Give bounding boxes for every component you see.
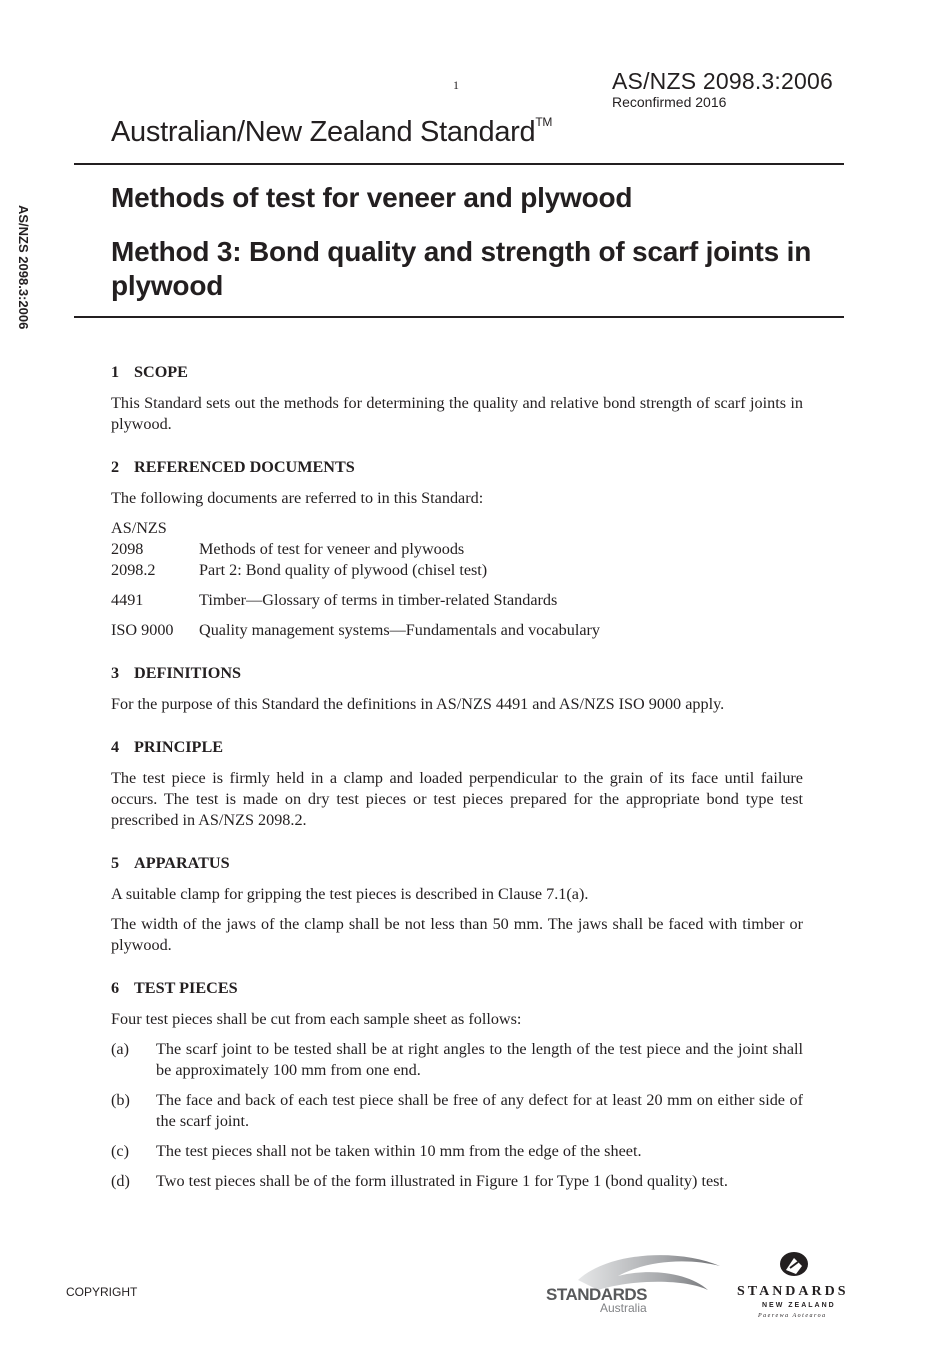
standards-new-zealand-logo — [732, 1248, 858, 1320]
section-number: 6 — [111, 979, 120, 997]
section-title: SCOPE — [134, 363, 188, 381]
list-item-label: (c) — [111, 1142, 129, 1160]
principle-text: The test piece is firmly held in a clamp and loaded perpendicular to the grain of its face until failure occurs. The test is made on dry test pieces or test pieces prepared for the appropriate bond type test prescribed in AS/NZS 2098.2. — [111, 769, 803, 829]
reconfirmed-label: Reconfirmed 2016 — [612, 94, 727, 110]
reference-title: Methods of test for veneer and plywoods — [199, 540, 465, 558]
reference-code: 2098 — [111, 540, 144, 558]
document-subtitle: Method 3: Bond quality and strength of scarf joints in plywood — [111, 236, 812, 301]
definitions-text: For the purpose of this Standard the definitions in AS/NZS 4491 and AS/NZS ISO 9000 apply. — [111, 695, 725, 713]
list-item-label: (a) — [111, 1040, 129, 1058]
nz-logo-word2: NEW ZEALAND — [762, 1302, 836, 1309]
series-title-text: Australian/New Zealand Standard — [111, 116, 536, 148]
document-body — [111, 362, 803, 1201]
section-heading-test-pieces — [111, 978, 803, 999]
fern-mark-icon — [780, 1252, 808, 1276]
list-item-text: The scarf joint to be tested shall be at right angles to the length of the test piece and the joint shall be approximately 100 mm from one end. — [156, 1040, 803, 1079]
list-item — [111, 1090, 803, 1132]
reference-code: 4491 — [111, 591, 144, 609]
reference-row — [111, 590, 803, 611]
section-heading-definitions — [111, 663, 803, 684]
section-heading-scope — [111, 362, 803, 383]
reference-row — [111, 560, 803, 581]
list-item — [111, 1141, 803, 1162]
list-item-text: The face and back of each test piece shall be free of any defect for at least 20 mm on either side of the scarf joint. — [156, 1091, 803, 1130]
trademark-mark: TM — [535, 115, 553, 130]
reference-row — [111, 620, 803, 641]
test-pieces-intro: Four test pieces shall be cut from each sample sheet as follows: — [111, 1010, 522, 1028]
list-item — [111, 1039, 803, 1081]
references-intro: The following documents are referred to in this Standard: — [111, 489, 484, 507]
list-item-label: (b) — [111, 1091, 130, 1109]
standards-australia-logo — [538, 1250, 724, 1316]
side-identifier: AS/NZS 2098.3:2006 — [16, 205, 31, 330]
reference-title: Quality management systems—Fundamentals and vocabulary — [199, 621, 600, 639]
copyright-label: COPYRIGHT — [66, 1285, 138, 1299]
section-number: 4 — [111, 738, 120, 756]
section-title: DEFINITIONS — [134, 664, 242, 682]
reference-code: ISO 9000 — [111, 621, 174, 639]
section-title: PRINCIPLE — [134, 738, 224, 756]
nz-logo-word1: STANDARDS — [737, 1284, 849, 1299]
list-item — [111, 1171, 803, 1192]
reference-code: 2098.2 — [111, 561, 156, 579]
section-heading-apparatus — [111, 853, 803, 874]
nz-logo-word3: Paerewa Aotearoa — [758, 1313, 827, 1319]
sa-logo-word2: Australia — [600, 1301, 647, 1315]
section-number: 1 — [111, 363, 120, 381]
section-number: 2 — [111, 458, 120, 476]
section-title: APPARATUS — [134, 854, 230, 872]
list-item-label: (d) — [111, 1172, 130, 1190]
apparatus-text-1: A suitable clamp for gripping the test pieces is described in Clause 7.1(a). — [111, 885, 589, 903]
scope-text: This Standard sets out the methods for determining the quality and relative bond strength of scarf joints in plywood. — [111, 394, 803, 433]
section-title: REFERENCED DOCUMENTS — [134, 458, 355, 476]
section-heading-principle — [111, 737, 803, 758]
section-heading-referenced-documents — [111, 457, 803, 478]
list-item-text: Two test pieces shall be of the form illustrated in Figure 1 for Type 1 (bond quality) test. — [156, 1172, 728, 1190]
standard-code: AS/NZS 2098.3:2006 — [612, 68, 833, 94]
section-number: 5 — [111, 854, 120, 872]
document-title: Methods of test for veneer and plywood — [111, 182, 633, 213]
sa-logo-word1: STANDARDS — [546, 1285, 647, 1304]
reference-title: Part 2: Bond quality of plywood (chisel test) — [199, 561, 488, 579]
page-number: 1 — [453, 78, 459, 92]
title-rule-bottom — [74, 316, 844, 318]
apparatus-text-2: The width of the jaws of the clamp shall be not less than 50 mm. The jaws shall be faced with timber or plywood. — [111, 915, 803, 954]
list-item-text: The test pieces shall not be taken within 10 mm from the edge of the sheet. — [156, 1142, 642, 1160]
title-rule-top — [74, 163, 844, 165]
section-number: 3 — [111, 664, 120, 682]
section-title: TEST PIECES — [134, 979, 238, 997]
reference-row — [111, 539, 803, 560]
reference-title: Timber—Glossary of terms in timber-related Standards — [199, 591, 558, 609]
series-title — [111, 116, 552, 149]
reference-group-label: AS/NZS — [111, 519, 167, 537]
